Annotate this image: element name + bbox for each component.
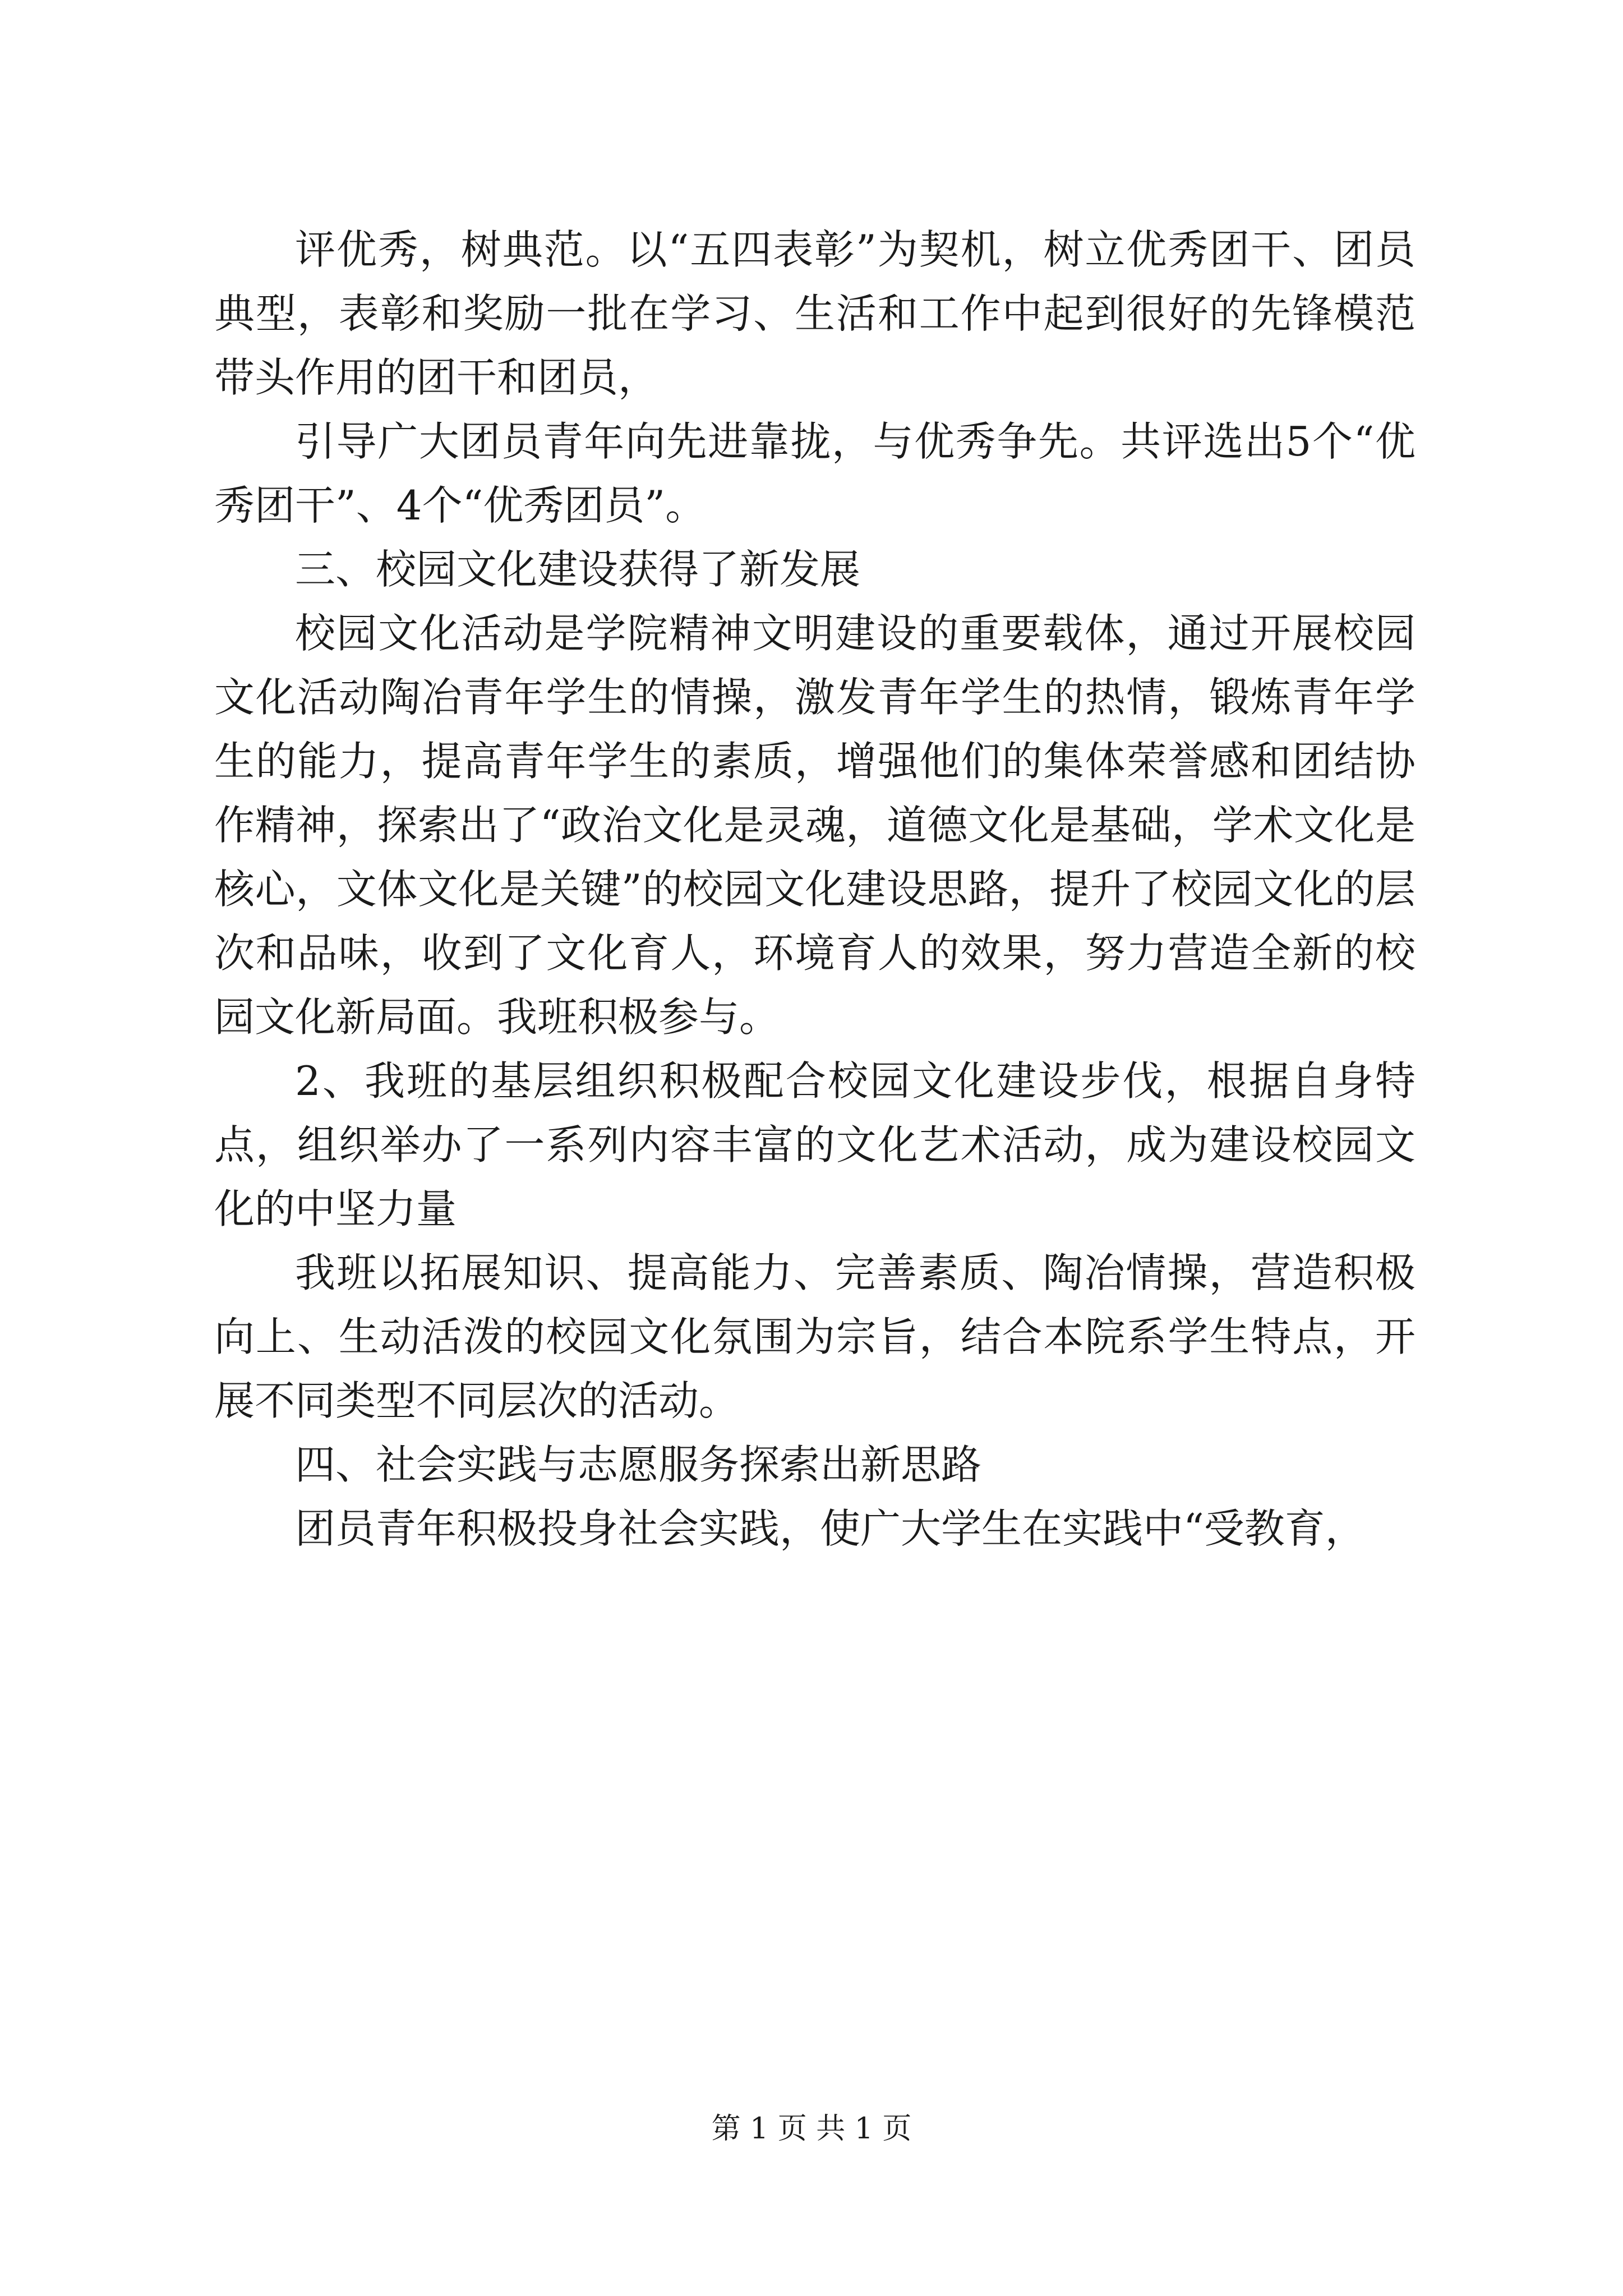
- paragraph-award-results: 引导广大团员青年向先进靠拢，与优秀争先。共评选出5个“优秀团干”、4个“优秀团员”。: [214, 418, 1415, 529]
- paragraph-social-practice: 团员青年积极投身社会实践，使广大学生在实践中“受教育，: [295, 1505, 1366, 1552]
- paragraph-campus-culture: 校园文化活动是学院精神文明建设的重要载体，通过开展校园文化活动陶冶青年学生的情操，激发青年学生的热情，锻炼青年学生的能力，提高青年学生的素质，增强他们的集体荣誉感和团结协作精神，探索出了“政治文化是灵魂，道德文化是基础，学术文化是核心，文体文化是关键”的校园文化建设思路，提升了校园文化的层次和品味，收到了文化育人，环境育人的效果，努力营造全新的校园文化新局面。我班积极参与。: [214, 610, 1415, 1041]
- document-body: [214, 218, 1415, 1561]
- paragraph-awards: 评优秀，树典范。以“五四表彰”为契机，树立优秀团干、团员典型，表彰和奖励一批在学习、生活和工作中起到很好的先锋模范带头作用的团干和团员，: [214, 226, 1415, 401]
- paragraph-class-organization: 2、我班的基层组织积极配合校园文化建设步伐，根据自身特点，组织举办了一系列内容丰富的文化艺术活动，成为建设校园文化的中坚力量: [214, 1057, 1415, 1232]
- page-footer: [0, 2109, 1623, 2148]
- page-number-label: 第 1 页 共 1 页: [711, 2112, 912, 2146]
- paragraph-class-activities: 我班以拓展知识、提高能力、完善素质、陶冶情操，营造积极向上、生动活泼的校园文化氛围为宗旨，结合本院系学生特点，开展不同类型不同层次的活动。: [214, 1249, 1415, 1424]
- section-heading-social-practice: 四、社会实践与志愿服务探索出新思路: [295, 1441, 982, 1488]
- section-heading-campus-culture: 三、校园文化建设获得了新发展: [295, 546, 861, 593]
